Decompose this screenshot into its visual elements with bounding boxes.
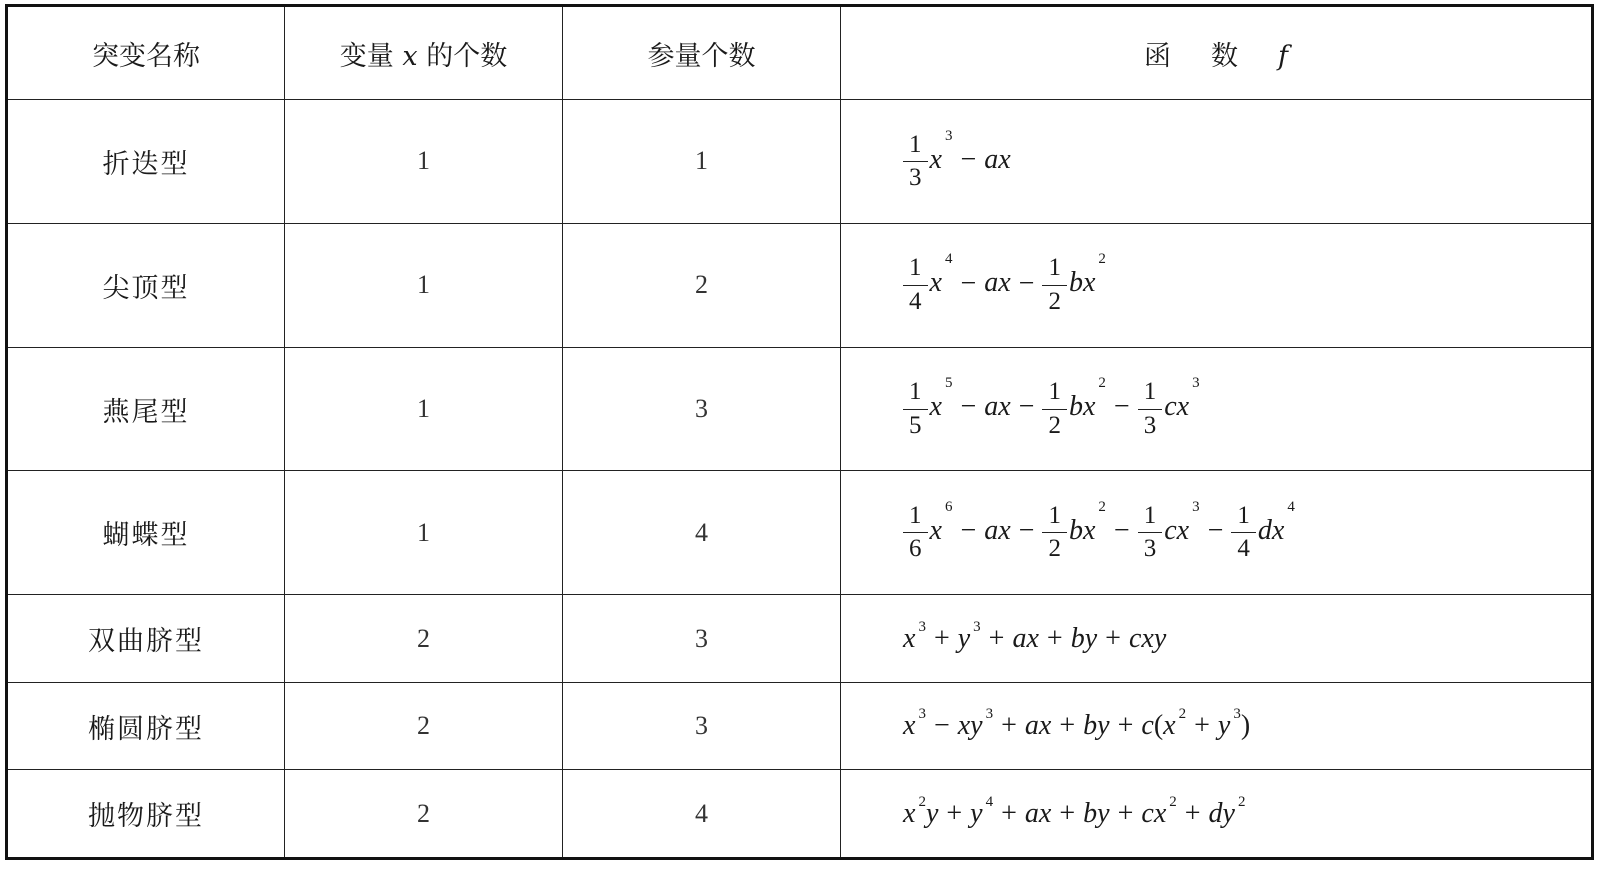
op: + [1105, 622, 1121, 654]
sym: a [1012, 622, 1027, 654]
op: − [1207, 515, 1224, 547]
sym: a [1024, 797, 1039, 829]
catastrophe-table [5, 4, 1594, 860]
sym: c [1164, 391, 1177, 423]
sym: a [1024, 710, 1039, 742]
exp: 3 [1233, 706, 1241, 723]
sym: b [1068, 515, 1083, 547]
cell-vars: 2 [285, 770, 563, 859]
sym: x [929, 515, 942, 547]
sym: a [984, 143, 999, 175]
exp: 2 [1169, 793, 1177, 810]
cell-vars: 1 [285, 347, 563, 471]
sym: y [970, 797, 983, 829]
op: − [1018, 515, 1035, 547]
fraction [1138, 379, 1163, 439]
sym: x [1163, 710, 1176, 742]
fraction [1231, 503, 1256, 563]
exp: 6 [944, 499, 953, 516]
fraction [1042, 503, 1067, 563]
frac-num: 1 [1138, 379, 1163, 409]
frac-num: 1 [1042, 503, 1067, 533]
cell-vars: 2 [285, 595, 563, 683]
cell-vars: 1 [285, 471, 563, 595]
sym: x [1082, 391, 1096, 423]
header-name-text: 突变名称 [92, 40, 200, 72]
cell-function-fold [841, 100, 1593, 224]
table-row [7, 223, 1593, 347]
cell-name: 椭圆脐型 [7, 682, 285, 770]
exp: 3 [1192, 499, 1200, 516]
op: − [960, 515, 977, 547]
header-params-text: 参量个数 [647, 40, 756, 72]
sym: b [1083, 797, 1098, 829]
header-vars-post: 的个数 [426, 40, 508, 72]
sym: x [929, 391, 942, 423]
sym: y [970, 710, 983, 742]
sym: x [998, 391, 1011, 423]
paren: ( [1153, 710, 1164, 742]
sym: x [929, 267, 942, 299]
exp: 4 [944, 251, 953, 268]
exp: 2 [1098, 499, 1106, 516]
paren: ) [1240, 710, 1251, 742]
frac-num: 1 [903, 379, 928, 409]
sym: x [903, 797, 916, 829]
exp: 2 [1098, 251, 1106, 268]
sym: c [1141, 710, 1154, 742]
sym: a [984, 391, 999, 423]
sym: x [1082, 515, 1096, 547]
cell-params: 3 [563, 595, 841, 683]
frac-den: 2 [1048, 535, 1061, 563]
cell-name: 蝴蝶型 [7, 471, 285, 595]
op: + [1184, 797, 1201, 829]
sym: y [1097, 797, 1110, 829]
op: − [1018, 267, 1035, 299]
sym: y [925, 797, 939, 829]
sym: a [984, 515, 999, 547]
op: − [933, 710, 950, 742]
cell-vars: 1 [285, 223, 563, 347]
sym: b [1068, 267, 1083, 299]
sym: y [957, 622, 971, 654]
table-row [7, 595, 1593, 683]
sym: d [1208, 797, 1223, 829]
frac-den: 2 [1048, 287, 1061, 315]
header-func-f: f [1278, 40, 1288, 72]
sym: x [1038, 710, 1052, 742]
exp: 4 [1287, 499, 1295, 516]
op: + [1194, 710, 1210, 742]
fraction [1042, 255, 1067, 315]
sym: x [1026, 622, 1039, 654]
header-vars [285, 6, 563, 100]
header-function [841, 6, 1593, 100]
cell-function-parabolic-umbilic [841, 770, 1593, 859]
header-name [7, 6, 285, 100]
exp: 3 [973, 618, 981, 635]
frac-den: 6 [909, 535, 922, 563]
frac-num: 1 [1042, 379, 1067, 409]
frac-num: 1 [1042, 255, 1067, 285]
op: − [960, 143, 977, 175]
exp: 2 [1237, 793, 1246, 810]
frac-num: 1 [1231, 503, 1256, 533]
sym: x [1082, 267, 1096, 299]
op: − [1113, 391, 1130, 423]
sym: x [957, 710, 971, 742]
table-row [7, 100, 1593, 224]
cell-params: 3 [563, 347, 841, 471]
op: − [1113, 515, 1130, 547]
fraction [903, 503, 928, 563]
cell-name: 尖顶型 [7, 223, 285, 347]
frac-den: 3 [909, 163, 922, 191]
sym: x [1141, 622, 1154, 654]
header-row [7, 6, 1593, 100]
cell-name: 双曲脐型 [7, 595, 285, 683]
fraction [903, 255, 928, 315]
frac-den: 4 [1237, 535, 1250, 563]
sym: x [903, 710, 916, 742]
cell-params: 1 [563, 100, 841, 224]
op: + [1117, 710, 1134, 742]
header-vars-x: x [402, 40, 418, 72]
fraction [903, 379, 928, 439]
sym: x [1176, 515, 1190, 547]
exp: 2 [1178, 706, 1187, 723]
op: − [960, 267, 977, 299]
cell-function-butterfly [841, 471, 1593, 595]
sym: x [998, 515, 1011, 547]
frac-num: 1 [903, 132, 928, 162]
frac-den: 3 [1143, 411, 1157, 439]
cell-function-cusp [841, 223, 1593, 347]
sym: c [1164, 515, 1177, 547]
exp: 3 [944, 127, 953, 144]
exp: 2 [1098, 375, 1106, 392]
cell-vars: 1 [285, 100, 563, 224]
sym: y [1097, 710, 1110, 742]
frac-num: 1 [903, 255, 928, 285]
frac-den: 3 [1143, 535, 1157, 563]
cell-name: 抛物脐型 [7, 770, 285, 859]
table-row [7, 347, 1593, 471]
cell-function-swallowtail [841, 347, 1593, 471]
header-func-b: 数 [1211, 40, 1238, 72]
frac-den: 2 [1048, 411, 1061, 439]
cell-name: 燕尾型 [7, 347, 285, 471]
sym: b [1068, 391, 1083, 423]
op: + [1046, 622, 1063, 654]
frac-den: 5 [909, 411, 922, 439]
cell-params: 2 [563, 223, 841, 347]
cell-name: 折迭型 [7, 100, 285, 224]
op: + [1001, 710, 1017, 742]
table-row [7, 682, 1593, 770]
op: + [1059, 797, 1076, 829]
exp: 3 [985, 706, 994, 723]
sym: c [1141, 797, 1154, 829]
sym: x [1153, 797, 1167, 829]
op: + [1001, 797, 1017, 829]
sym: y [1217, 710, 1231, 742]
sym: x [1271, 515, 1285, 547]
header-func-a: 函 [1144, 40, 1171, 72]
sym: x [903, 622, 916, 654]
sym: a [984, 267, 999, 299]
op: + [946, 797, 963, 829]
header-vars-pre: 变量 [339, 40, 394, 72]
op: − [960, 391, 977, 423]
header-params [563, 6, 841, 100]
table-row [7, 770, 1593, 859]
sym: y [1222, 797, 1235, 829]
frac-den: 4 [909, 287, 922, 315]
sym: d [1257, 515, 1272, 547]
fraction [1138, 503, 1163, 563]
sym: b [1070, 622, 1085, 654]
sym: x [998, 267, 1011, 299]
sym: y [1153, 622, 1167, 654]
op: + [1117, 797, 1134, 829]
sym: x [1038, 797, 1052, 829]
cell-params: 4 [563, 770, 841, 859]
op: + [1059, 710, 1076, 742]
sym: x [929, 143, 942, 175]
fraction [903, 132, 928, 192]
op: + [988, 622, 1005, 654]
exp: 2 [918, 793, 926, 810]
op: − [1018, 391, 1035, 423]
exp: 4 [985, 793, 994, 810]
sym: c [1128, 622, 1142, 654]
frac-num: 1 [903, 503, 928, 533]
cell-params: 3 [563, 682, 841, 770]
exp: 3 [918, 706, 926, 723]
op: + [933, 622, 950, 654]
exp: 3 [1192, 375, 1200, 392]
cell-params: 4 [563, 471, 841, 595]
exp: 5 [944, 375, 953, 392]
cell-function-elliptic-umbilic [841, 682, 1593, 770]
sym: x [998, 143, 1011, 175]
cell-vars: 2 [285, 682, 563, 770]
fraction [1042, 379, 1067, 439]
sym: x [1176, 391, 1190, 423]
sym: y [1084, 622, 1098, 654]
cell-function-hyperbolic-umbilic [841, 595, 1593, 683]
table-row [7, 471, 1593, 595]
frac-num: 1 [1138, 503, 1163, 533]
exp: 3 [918, 618, 926, 635]
sym: b [1083, 710, 1098, 742]
